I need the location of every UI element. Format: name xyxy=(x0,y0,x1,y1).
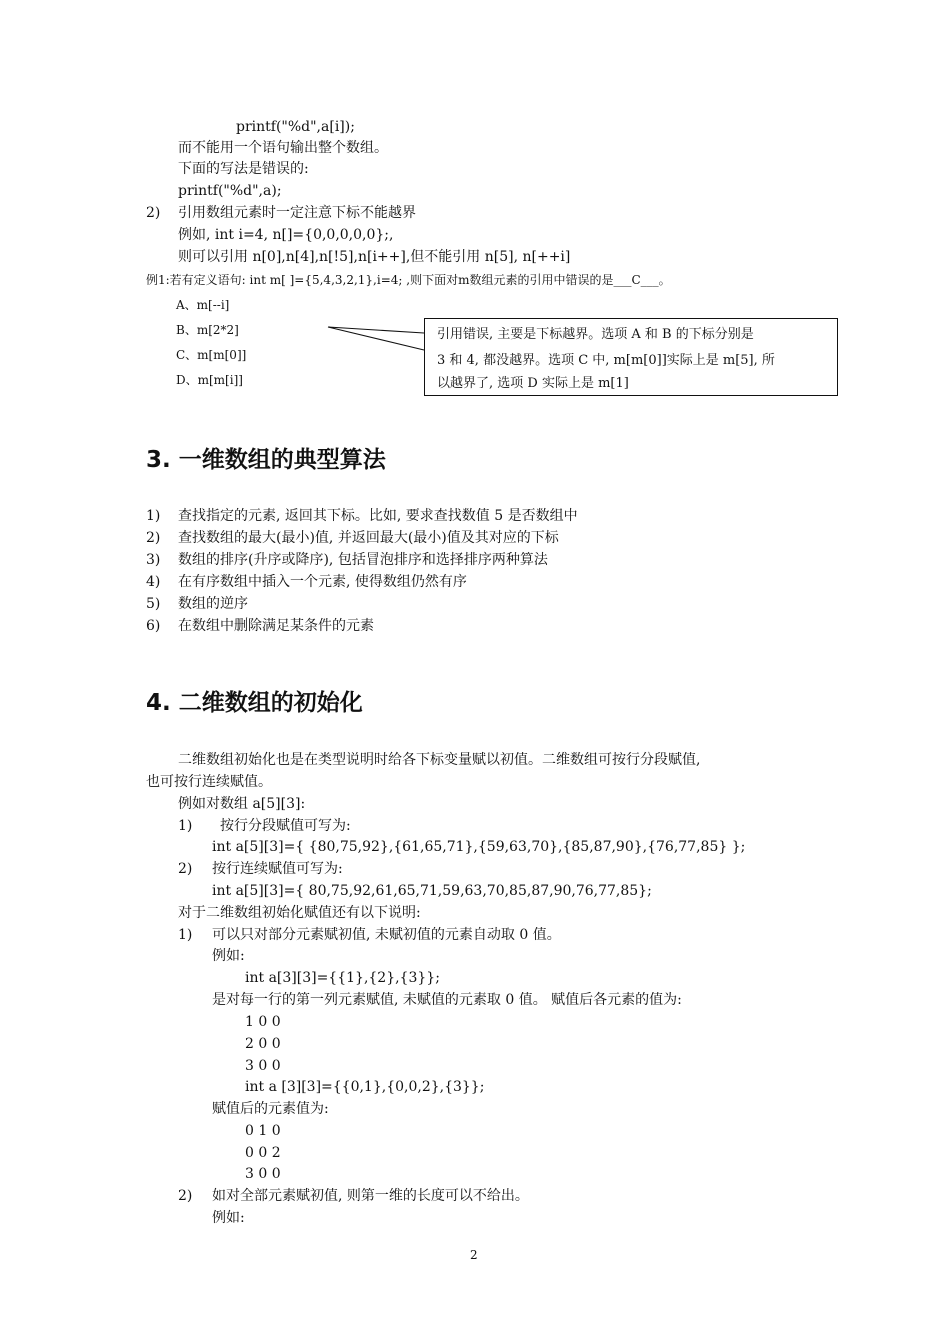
text-line: 赋值后的元素值为: xyxy=(212,1101,329,1117)
matrix-row: 3 0 0 xyxy=(245,1058,281,1074)
list-number: 1) xyxy=(178,927,193,943)
list-number: 6) xyxy=(146,618,161,634)
list-number: 1) xyxy=(146,508,161,524)
option-a: A、m[--i] xyxy=(176,298,230,312)
section-4-heading: 4. 二维数组的初始化 xyxy=(146,690,363,716)
matrix-row: 0 0 2 xyxy=(245,1145,281,1161)
list-item: 查找指定的元素, 返回其下标。比如, 要求查找数值 5 是否数组中 xyxy=(178,508,578,524)
text-line: 按行分段赋值可写为: xyxy=(220,818,351,834)
code-line: int a[3][3]={{1},{2},{3}}; xyxy=(245,970,440,986)
list-item: 数组的逆序 xyxy=(178,596,248,612)
callout-line: 3 和 4, 都没越界。选项 C 中, m[m[0]]实际上是 m[5], 所 xyxy=(437,353,775,368)
text-line: 是对每一行的第一列元素赋值, 未赋值的元素取 0 值。 赋值后各元素的值为: xyxy=(212,992,682,1008)
paragraph-line: 也可按行连续赋值。 xyxy=(146,774,272,790)
list-number: 5) xyxy=(146,596,161,612)
list-number: 1) xyxy=(178,818,193,834)
list-item: 查找数组的最大(最小)值, 并返回最大(最小)值及其对应的下标 xyxy=(178,530,559,546)
option-d: D、m[m[i]] xyxy=(176,373,243,387)
list-number: 2) xyxy=(146,205,161,221)
page-number: 2 xyxy=(470,1248,478,1262)
text-line: 如对全部元素赋初值, 则第一维的长度可以不给出。 xyxy=(212,1188,529,1204)
list-number: 4) xyxy=(146,574,161,590)
code-line: int a [3][3]={{0,1},{0,0,2},{3}}; xyxy=(245,1079,485,1095)
text-line: 例如, int i=4, n[]={0,0,0,0,0};, xyxy=(178,227,394,243)
text-line: 下面的写法是错误的: xyxy=(178,161,309,177)
callout-line: 以越界了, 选项 D 实际上是 m[1] xyxy=(437,376,629,391)
option-b: B、m[2*2] xyxy=(176,323,239,337)
code-line: int a[5][3]={ 80,75,92,61,65,71,59,63,70,85,87,90,76,77,85}; xyxy=(212,883,652,899)
code-line-printf-element: printf("%d",a[i]); xyxy=(236,119,355,135)
paragraph-line: 二维数组初始化也是在类型说明时给各下标变量赋以初值。二维数组可按行分段赋值, xyxy=(178,752,701,768)
text-line: 则可以引用 n[0],n[4],n[!5],n[i++],但不能引用 n[5], n[++i] xyxy=(178,249,571,265)
text-line: 按行连续赋值可写为: xyxy=(212,861,343,877)
text-line: 而不能用一个语句输出整个数组。 xyxy=(178,140,388,156)
callout-box xyxy=(424,318,838,396)
code-line: int a[5][3]={ {80,75,92},{61,65,71},{59,63,70},{85,87,90},{76,77,85} }; xyxy=(212,839,746,855)
list-item: 在有序数组中插入一个元素, 使得数组仍然有序 xyxy=(178,574,467,590)
example-question: 例1:若有定义语句: int m[ ]={5,4,3,2,1},i=4; ,则下面对m数组元素的引用中错误的是___C___。 xyxy=(146,273,671,287)
list-item: 数组的排序(升序或降序), 包括冒泡排序和选择排序两种算法 xyxy=(178,552,548,568)
matrix-row: 2 0 0 xyxy=(245,1036,281,1052)
text-line: 引用数组元素时一定注意下标不能越界 xyxy=(178,205,416,221)
option-c: C、m[m[0]] xyxy=(176,348,247,362)
matrix-row: 3 0 0 xyxy=(245,1166,281,1182)
text-line: 可以只对部分元素赋初值, 未赋初值的元素自动取 0 值。 xyxy=(212,927,561,943)
section-3-heading: 3. 一维数组的典型算法 xyxy=(146,447,386,473)
list-number: 2) xyxy=(178,861,193,877)
code-line-printf-array: printf("%d",a); xyxy=(178,183,282,199)
text-line: 对于二维数组初始化赋值还有以下说明: xyxy=(178,905,421,921)
list-number: 2) xyxy=(178,1188,193,1204)
callout-line: 引用错误, 主要是下标越界。选项 A 和 B 的下标分别是 xyxy=(437,327,754,342)
list-number: 2) xyxy=(146,530,161,546)
list-number: 3) xyxy=(146,552,161,568)
paragraph-line: 例如对数组 a[5][3]: xyxy=(178,796,306,812)
text-line: 例如: xyxy=(212,948,245,964)
text-line: 例如: xyxy=(212,1210,245,1226)
matrix-row: 0 1 0 xyxy=(245,1123,281,1139)
matrix-row: 1 0 0 xyxy=(245,1014,281,1030)
list-item: 在数组中删除满足某条件的元素 xyxy=(178,618,374,634)
